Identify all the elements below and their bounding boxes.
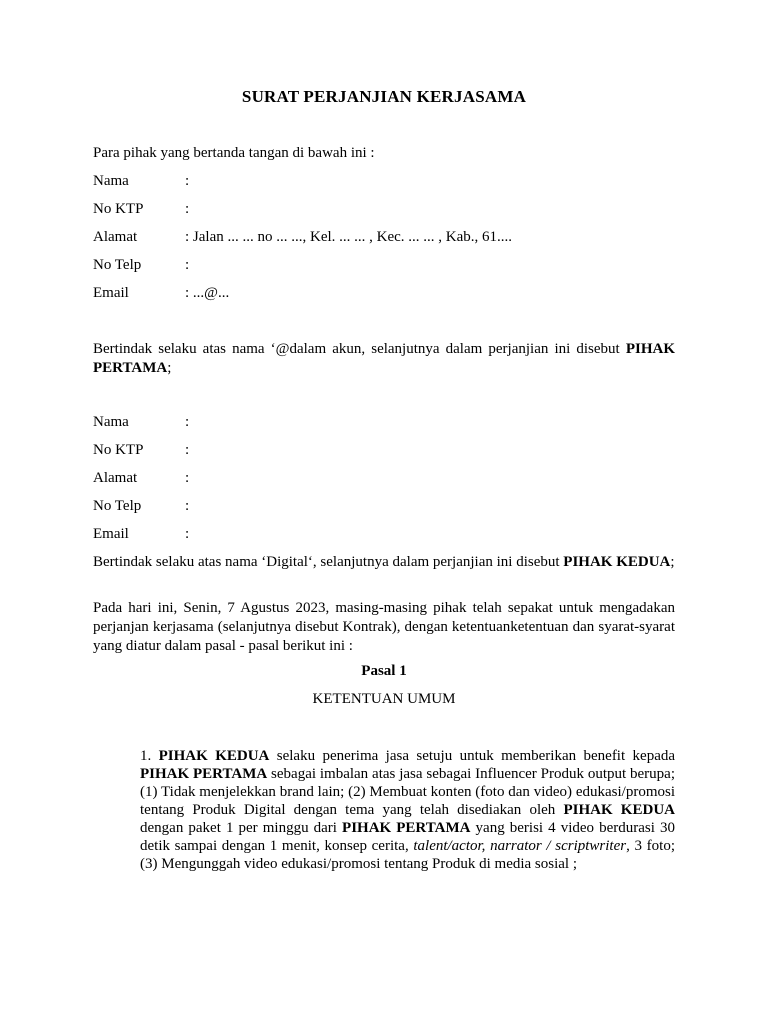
party-name: PIHAK KEDUA bbox=[563, 554, 671, 570]
field-label: No KTP bbox=[93, 442, 144, 458]
field-label: No KTP bbox=[93, 201, 144, 217]
clause-1 bbox=[140, 747, 675, 873]
clause-text: yang berisi 4 video berdurasi 30 detik sampai dengan 1 menit, konsep cerita, bbox=[140, 820, 676, 854]
party-name: PIHAK KEDUA bbox=[158, 748, 270, 764]
field-value: : bbox=[185, 498, 190, 514]
field-value: : bbox=[185, 414, 190, 430]
field-label: Email bbox=[93, 526, 129, 542]
second-party-statement bbox=[93, 553, 675, 572]
first-party-statement bbox=[93, 340, 675, 378]
document-title: SURAT PERJANJIAN KERJASAMA bbox=[241, 87, 527, 106]
party-name: PIHAK KEDUA bbox=[563, 802, 675, 818]
field-value: : bbox=[185, 442, 190, 458]
field-value: : Jalan ... ... no ... ..., Kel. ... ... , Kec. ... ... , Kab., 61.... bbox=[185, 229, 513, 245]
intro-text: Para pihak yang bertanda tangan di bawah ini : bbox=[93, 145, 375, 161]
statement-text: Bertindak selaku atas nama ‘Digital‘, selanjutnya dalam perjanjian ini disebut bbox=[93, 554, 560, 570]
field-label: No Telp bbox=[93, 257, 142, 273]
field-label: Nama bbox=[93, 414, 129, 430]
article-number: Pasal 1 bbox=[361, 663, 407, 679]
statement-suffix: ; bbox=[167, 360, 172, 376]
field-label: Alamat bbox=[93, 229, 138, 245]
agreement-paragraph: Pada hari ini, Senin, 7 Agustus 2023, masing-masing pihak telah sepakat untuk mengadakan perjanjan kerjasama (selanjutnya disebut Kontrak), dengan ketentuanketentuan dan syarat-syarat yang diatur dalam pasal - pasal berikut ini : bbox=[93, 600, 675, 654]
field-value: : bbox=[185, 201, 190, 217]
field-value: : bbox=[185, 526, 190, 542]
clause-italic-text: talent/actor, narrator / scriptwriter bbox=[413, 838, 627, 854]
field-label: No Telp bbox=[93, 498, 142, 514]
field-label: Email bbox=[93, 285, 129, 301]
party-name: PIHAK PERTAMA bbox=[342, 820, 471, 836]
article-heading: KETENTUAN UMUM bbox=[312, 691, 456, 707]
clause-text: dengan paket 1 per minggu dari bbox=[140, 820, 343, 836]
field-label: Alamat bbox=[93, 470, 138, 486]
field-value: : bbox=[185, 173, 190, 189]
field-value: : ...@... bbox=[185, 285, 230, 301]
statement-suffix: ; bbox=[670, 554, 675, 570]
field-value: : bbox=[185, 470, 190, 486]
clause-text: , 3 foto; (3) Mengunggah video edukasi/promosi tentang Produk di media sosial ; bbox=[140, 838, 675, 872]
statement-text: Bertindak selaku atas nama ‘@dalam akun, selanjutnya dalam perjanjian ini disebut bbox=[93, 341, 620, 357]
field-value: : bbox=[185, 257, 190, 273]
party-name: PIHAK PERTAMA bbox=[93, 341, 676, 376]
clause-text: sebagai imbalan atas jasa sebagai Influencer Produk output berupa; (1) Tidak menjelekkan brand lain; (2) Membuat konten (foto dan video) edukasi/promosi tentang Produk Digital dengan tema yang telah disediakan oleh bbox=[140, 766, 675, 818]
field-label: Nama bbox=[93, 173, 129, 189]
clause-text: selaku penerima jasa setuju untuk memberikan benefit kepada bbox=[269, 748, 676, 764]
clause-number: 1. bbox=[140, 748, 152, 764]
party-name: PIHAK PERTAMA bbox=[140, 766, 268, 782]
